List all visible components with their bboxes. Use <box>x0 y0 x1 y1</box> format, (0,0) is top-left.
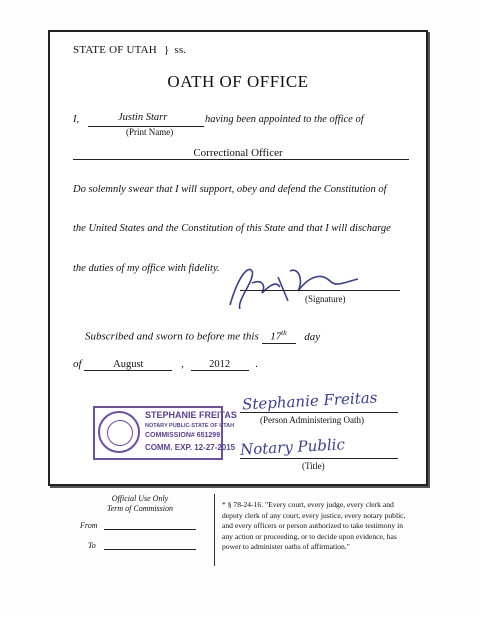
statute-line-2: deputy clerk of any court, every justice, every notary public, <box>222 510 406 520</box>
administrator-signature: Stephanie Freitas <box>241 388 378 414</box>
statute-text <box>222 500 405 553</box>
period: . <box>255 358 259 370</box>
term-label: Term of Commission <box>107 504 173 513</box>
sworn-text <box>85 329 320 344</box>
state-label: STATE OF UTAH <box>73 44 157 56</box>
to-line <box>104 540 196 550</box>
administrator-caption: (Person Administering Oath) <box>260 415 364 425</box>
statute-line-4: any action or proceeding, or to decide upon evidence, has <box>222 531 397 541</box>
document-title: OATH OF OFFICE <box>167 72 309 91</box>
title-caption: (Title) <box>302 461 325 471</box>
statute-line-5: power to administer oaths of affirmation." <box>222 542 350 551</box>
notary-stamp <box>93 406 237 460</box>
day-suffix: th <box>281 329 287 337</box>
official-use-label: Official Use Only <box>111 494 169 503</box>
stamp-line-4: COMM. EXP. 12-27-2015 <box>145 443 236 452</box>
from-label: From <box>80 521 98 530</box>
sworn-pre: Subscribed and sworn to before me this <box>85 330 259 343</box>
sworn-day <box>262 329 296 344</box>
statute-line-1: * § 78-24-16. "Every court, every judge, every clerk and <box>222 500 394 509</box>
ss-label: ss. <box>174 44 187 56</box>
comma: , <box>181 358 184 370</box>
office-value: Correctional Officer <box>193 147 283 159</box>
statute-line-3: and every officers or person authorized to take testimony in <box>222 521 403 530</box>
to-label: To <box>88 541 96 550</box>
stamp-name: STEPHANIE FREITAS <box>145 410 237 420</box>
bottom-divider <box>214 494 215 566</box>
administrator-line <box>240 402 398 413</box>
oath-line-2: the United States and the Constitution of this State and that I will discharge <box>73 223 391 234</box>
month-value: August <box>84 359 172 371</box>
prefix-i: I, <box>73 114 80 125</box>
oath-line-1: Do solemnly swear that I will support, obey and defend the Constitution of <box>73 184 387 195</box>
stamp-line-3: COMMISSION# 651299 <box>145 432 221 439</box>
print-name-value: Justin Starr <box>118 112 168 123</box>
state-seal-icon <box>98 411 140 453</box>
appointed-text: having been appointed to the office of <box>205 114 364 125</box>
oath-form <box>48 30 428 486</box>
print-name-caption: (Print Name) <box>126 127 174 137</box>
brace: } <box>163 44 170 56</box>
day-value: 17 <box>270 330 282 343</box>
signature-line <box>240 282 400 291</box>
state-header <box>73 44 186 56</box>
title-line <box>240 448 398 459</box>
from-line <box>104 520 196 530</box>
stamp-line-2: NOTARY PUBLIC-STATE OF UTAH <box>145 423 235 429</box>
oath-line-3: the duties of my office with fidelity. <box>73 263 220 274</box>
signature-caption: (Signature) <box>305 294 346 304</box>
date-row <box>73 358 258 371</box>
office-line <box>73 145 409 160</box>
of-label: of <box>73 358 82 370</box>
sworn-post: day <box>304 330 321 343</box>
title-signature: Notary Public <box>239 435 346 459</box>
year-value: 2012 <box>191 359 249 371</box>
